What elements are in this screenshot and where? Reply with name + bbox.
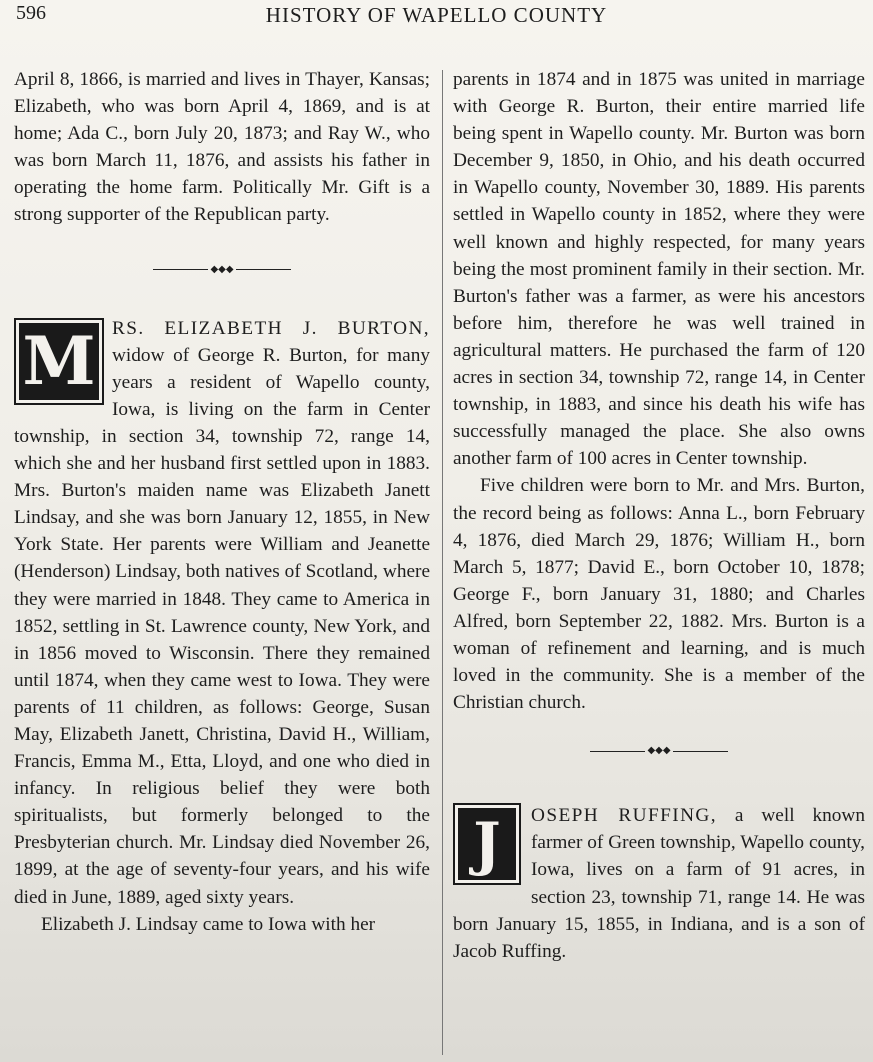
running-header: HISTORY OF WAPELLO COUNTY [265, 3, 608, 27]
section-ornament: ◆◆◆ [14, 259, 430, 281]
dropcap-m: M [14, 318, 104, 405]
left-column [14, 66, 430, 938]
burton-heading: RS. ELIZABETH J. BURTON, [112, 317, 430, 339]
ruffing-biography [453, 802, 865, 965]
page-number: 596 [16, 2, 46, 24]
ruffing-heading: OSEPH RUFFING, [531, 805, 717, 827]
gift-continuation: April 8, 1866, is married and lives in Thayer, Kansas; Elizabeth, who was born April 4, 1869, and is at home; Ada C., born July 20, 1873; and Ray W., who was born March 11, 1876, and assists his father in operating the home farm. Politically Mr. Gift is a strong supporter of the Republican party. [14, 69, 430, 226]
burton-marriage-paragraph: parents in 1874 and in 1875 was united in marriage with George R. Burton, their entire married life being spent in Wapello county. Mr. Burton was born December 9, 1850, in Ohio, and his death occurred in Wapello county, November 30, 1889. His parents settled in Wapello county in 1852, where they were well known and highly respected, for many years being the most prominent family in their section. Mr. Burton's father was a farmer, as were his ancestors before him, therefore he was well trained in agricultural matters. He purchased the farm of 120 acres in section 34, township 72, range 14, in Center township, in 1883, and since his death his wife has successfully managed the place. She also owns another farm of 100 acres in Center township. [453, 69, 865, 470]
ruffing-body: a well known farmer of Green township, Wapello county, Iowa, lives on a farm of 91 acres, in section 23, township 71, range 14. He was born January 15, 1855, in Indiana, and is a son of Jacob Ruffing. [453, 805, 865, 962]
burton-continued: Elizabeth J. Lindsay came to Iowa with her [41, 913, 376, 935]
column-divider [442, 70, 443, 1055]
dropcap-j: J [453, 803, 521, 885]
burton-biography [14, 315, 430, 911]
burton-body: widow of George R. Burton, for many years a resident of Wapello county, Iowa, is living on the farm in Center township, in section 34, township 72, range 14, which she and her husband first settled upon in 1883. Mrs. Burton's maiden name was Elizabeth Janett Lindsay, and she was born January 12, 1855, in New York State. Her parents were William and Jeanette (Henderson) Lindsay, both natives of Scotland, where they were married in 1848. They came to America in 1852, settling in St. Lawrence county, New York, and in 1856 moved to Wisconsin. There they remained until 1874, when they came west to Iowa. They were parents of 11 children, as follows: George, Susan May, Elizabeth Janett, Christina, David H., William, Francis, Emma M., Etta, Lloyd, and one who died in infancy. In religious belief they were both spiritualists, but formerly belonged to the Presbyterian church. Mr. Lindsay died November 26, 1899, at the age of seventy-four years, and his wife died in June, 1889, aged sixty years. [14, 344, 430, 908]
right-column [453, 66, 865, 965]
section-ornament-2: ◆◆◆ [453, 740, 865, 762]
burton-children-paragraph: Five children were born to Mr. and Mrs. Burton, the record being as follows: Anna L., born February 4, 1876, died March 29, 1876; William H., born March 5, 1877; David E., born October 10, 1878; George F., born January 31, 1880; and Charles Alfred, born September 22, 1882. Mrs. Burton is a woman of refinement and learning, and is much loved in the community. She is a member of the Christian church. [453, 475, 865, 714]
